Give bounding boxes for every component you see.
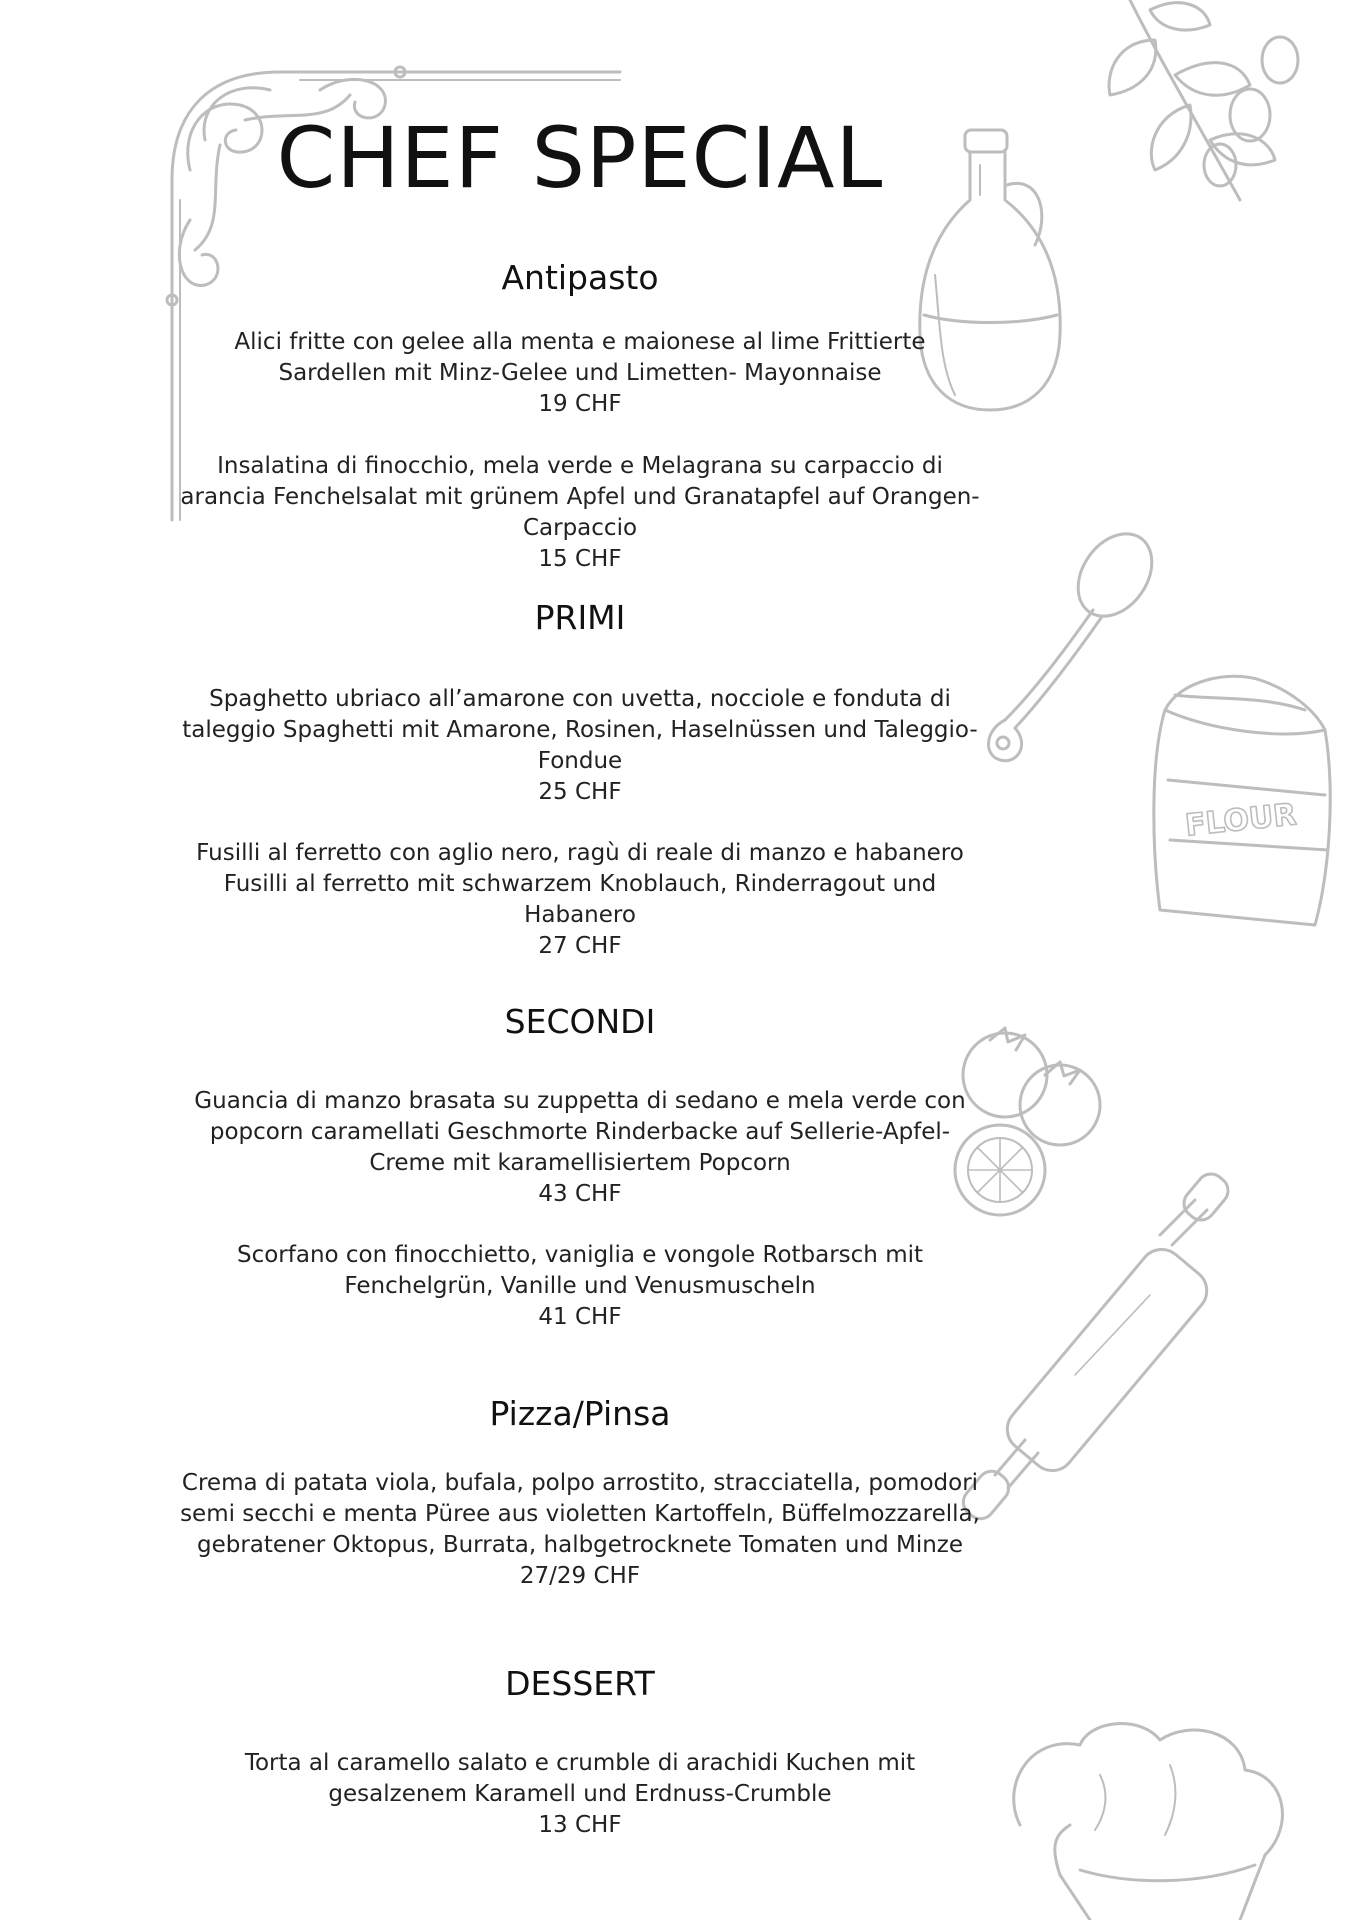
menu-item-price: 25 CHF — [538, 779, 622, 805]
menu-item-description: Crema di patata viola, bufala, polpo arrostito, stracciatella, pomodori semi secchi e menta Püree aus violetten Kartoffeln, Büffelmozzarella, gebratener Oktopus, Burrata, halbgetrocknete Tomaten und Minze — [180, 1470, 980, 1558]
menu-item-description: Spaghetto ubriaco all’amarone con uvetta, nocciole e fonduta di taleggio Spaghetti mit Amarone, Rosinen, Haselnüssen und Taleggio-Fondue — [182, 686, 978, 774]
menu-item — [180, 1086, 980, 1210]
section-heading-antipasto: Antipasto — [501, 258, 659, 297]
menu-item-description: Scorfano con finocchietto, vaniglia e vongole Rotbarsch mit Fenchelgrün, Vanille und Venusmuscheln — [236, 1242, 924, 1299]
menu-item — [180, 838, 980, 962]
menu-item — [180, 1468, 980, 1592]
menu-item — [180, 1748, 980, 1841]
menu-item-price: 27 CHF — [538, 933, 622, 959]
menu-item-price: 19 CHF — [538, 391, 622, 417]
menu-item-description: Insalatina di finocchio, mela verde e Melagrana su carpaccio di arancia Fenchelsalat mit grünem Apfel und Granatapfel auf Orangen-Carpaccio — [180, 453, 980, 541]
menu-item — [180, 1240, 980, 1333]
flour-label: FLOUR — [1183, 797, 1299, 844]
section-heading-dessert: DESSERT — [505, 1664, 655, 1703]
olive-branch-illustration — [1100, 0, 1340, 210]
menu-item-description: Alici fritte con gelee alla menta e maionese al lime Frittierte Sardellen mit Minz-Gelee und Limetten- Mayonnaise — [234, 329, 926, 386]
menu-item-price: 43 CHF — [538, 1181, 622, 1207]
menu-item — [180, 684, 980, 808]
menu-item-description: Fusilli al ferretto con aglio nero, ragù di reale di manzo e habanero Fusilli al ferretto mit schwarzem Knoblauch, Rinderragout und Habanero — [196, 840, 964, 928]
section-heading-pizza-pinsa: Pizza/Pinsa — [489, 1394, 671, 1433]
menu-item-description: Guancia di manzo brasata su zuppetta di sedano e mela verde con popcorn caramellati Geschmorte Rinderbacke auf Sellerie-Apfel-Creme mit karamellisiertem Popcorn — [194, 1088, 966, 1176]
menu-item — [180, 451, 980, 575]
menu-item-price: 15 CHF — [538, 546, 622, 572]
menu-item — [180, 327, 980, 420]
rolling-pin-illustration — [940, 1165, 1300, 1545]
flour-sack-illustration — [1140, 670, 1340, 930]
chef-hat-illustration — [1000, 1715, 1300, 1920]
menu-item-price: 27/29 CHF — [519, 1563, 641, 1589]
spoon-illustration — [975, 530, 1155, 770]
menu-title: CHEF SPECIAL — [276, 109, 884, 207]
menu-item-price: 41 CHF — [538, 1304, 622, 1330]
section-heading-secondi: SECONDI — [504, 1002, 656, 1041]
menu-item-description: Torta al caramello salato e crumble di arachidi Kuchen mit gesalzenem Karamell und Erdnuss-Crumble — [244, 1750, 916, 1807]
menu-item-price: 13 CHF — [538, 1812, 622, 1838]
section-heading-primi: PRIMI — [534, 598, 626, 637]
